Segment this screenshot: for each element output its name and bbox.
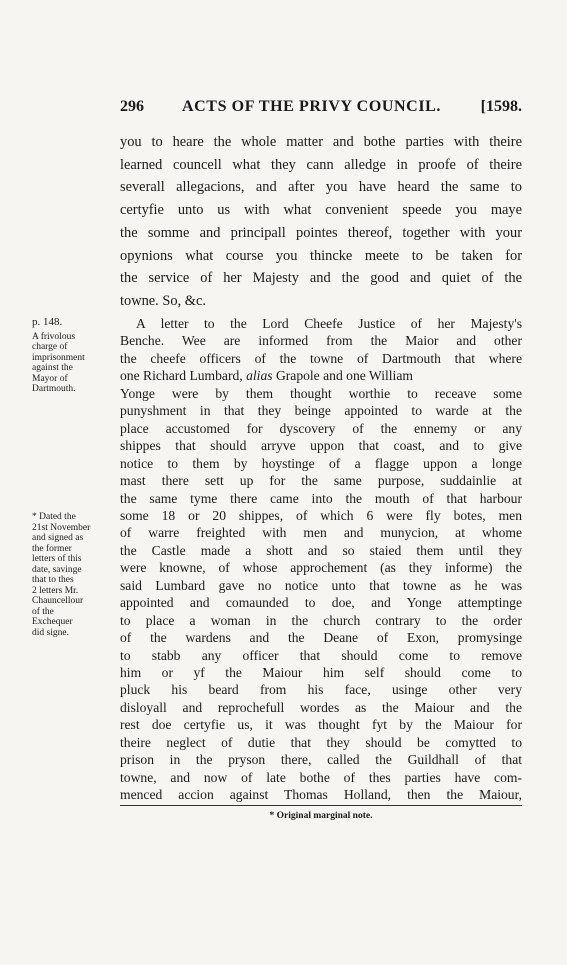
text-line: punyshment in that they beinge appointed to warde at the [120,403,522,419]
text-line: to place a woman in the church contrary to the order [120,612,522,628]
text-segment: one Richard Lumbard, [120,368,243,384]
text-line: learned councell what they cann alledge in proofe of theire [120,156,522,173]
text-line: prison in the pryson there, called the Guildhall of that [120,752,522,768]
page-header [120,98,522,122]
margin-line: imprisonment [32,352,85,363]
margin-line: and signed as [32,533,84,543]
footnote: * Original marginal note. [269,811,373,821]
margin-line: A frivolous [32,331,76,342]
text-line: A letter to the Lord Cheefe Justice of her Majesty's [136,316,522,331]
margin-line: 2 letters Mr. [32,585,79,596]
text-line: the somme and principall pointes thereof, together with your [120,224,522,241]
margin-line: 21st November [32,522,91,533]
margin-line: Exchequer [32,617,73,627]
text-line: theire neglect of dutie that they should be comytted to [120,734,522,750]
margin-line: did signe. [32,627,69,638]
text-line: of warre freighted with men and munycion, at whome [120,525,522,541]
margin-line: date, savinge [32,564,82,575]
text-line: him or yf the Maiour him self should come to [120,665,522,680]
italic-alias: alias [246,368,273,384]
text-line: appointed and comaunded to doe, and Yonge attemptinge [120,595,522,611]
text-line: pluck his beard from his face, usinge other very [120,682,522,698]
text-line: said Lumbard gave no notice unto that towne as he was [120,577,522,593]
text-line: menced accion against Thomas Holland, then the Maiour, [120,787,522,803]
text-line: place accustomed for dyscovery of the ennemy or any [120,420,522,436]
text-line: certyfie unto us with what convenient speede you maye [120,202,522,219]
page-number: 296 [120,98,144,115]
text-segment: Grapole and one William [275,368,413,384]
text-line: the cheefe officers of the towne of Dartmouth that where [120,350,522,366]
margin-line: against the [32,363,73,373]
text-line: were knowne, of whose approchement (as they informe) the [120,560,522,576]
margin-line: charge of [32,342,68,352]
margin-line: Mayor of [32,373,68,384]
text-line: towne. So, &c. [120,292,206,309]
text-line: the service of her Majesty and the good and quiet of the [120,270,522,287]
margin-note-frivolous-charge [32,317,116,395]
text-line: shippes that should arryve uppon that coast, and to give [120,438,522,454]
text-line: to stabb any officer that should come to remove [120,647,522,663]
text-line: the same tyme there came into the mouth of that harbour [120,490,522,506]
margin-line: Dartmouth. [32,384,76,394]
margin-line: that to thes [32,575,74,585]
margin-line: of the [32,606,54,617]
margin-line: Chauncellour [32,596,84,606]
text-line: notice to them by hoystinge of a flagge uppon a longe [120,455,522,471]
text-line: Yonge were by them thought worthie to receave some [120,385,522,401]
running-title: ACTS OF THE PRIVY COUNCIL. [182,98,442,115]
text-line: you to heare the whole matter and bothe parties with theire [120,134,522,150]
text-line: Benche. Wee are informed from the Maior and other [120,333,522,349]
text-line: opynions what course you thincke meete to be taken for [120,247,522,264]
margin-page-ref: p. 148. [32,316,63,328]
text-line: disloyall and reprochefull wordes as the Maiour and the [120,699,522,715]
text-line: towne, and now of late bothe of thes parties have com- [120,769,522,785]
margin-line: the former [32,543,72,554]
text-line: rest doe certyfie us, it was thought fyt by the Maiour for [120,717,522,733]
text-line: the Castle made a shott and so staied them until they [120,542,522,558]
text-line: of the wardens and the Deane of Exon, promysinge [120,630,522,646]
footnote-rule [120,805,522,806]
margin-line: * Dated the [32,512,76,522]
text-line [120,367,522,384]
text-line: mast there sett up for the same purpose, suddainlie at [120,473,522,489]
year-marker: [1598. [480,98,522,115]
text-line: severall allegacions, and after you have heard the same to [120,179,522,196]
margin-note-dated [32,512,116,638]
margin-line: letters of this [32,554,82,564]
text-line: some 18 or 20 shippes, of which 6 were fly botes, men [120,507,522,523]
